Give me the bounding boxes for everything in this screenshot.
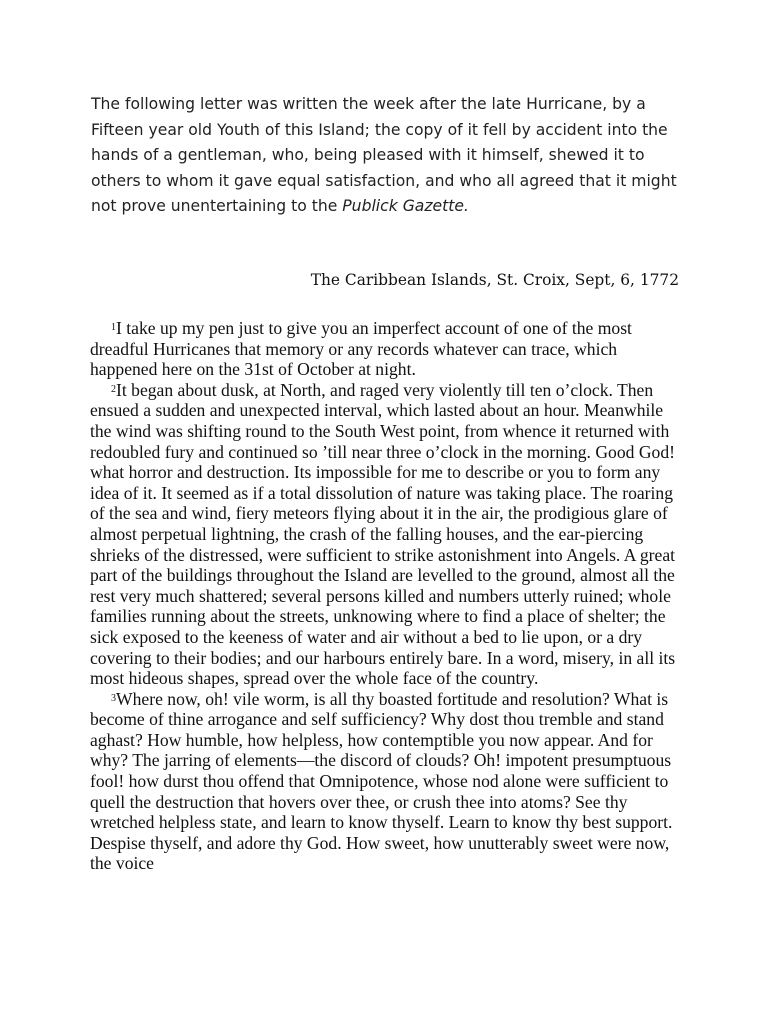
letter-body [90,318,686,874]
paragraph-text: It began about dusk, at North, and raged very violently till ten o’clock. Then ensued a sudden and unexpected interval, which lasted about an hour. Meanwhile the wind was shifting round to the South West point, from whence it returned with redoubled fury and continued so ’till near three o’clock in the morning. Good God! what horror and destruction. Its impossible for me to describe or you to form any idea of it. It seemed as if a total dissolution of nature was taking place. The roaring of the sea and wind, fiery meteors flying about it in the air, the prodigious glare of almost perpetual lightning, the crash of the falling houses, and the ear-piercing shrieks of the distressed, were sufficient to strike astonishment into Angels. A great part of the buildings throughout the Island are levelled to the ground, almost all the rest very much shattered; several persons killed and numbers utterly ruined; whole families running about the streets, unknowing where to find a place of shelter; the sick exposed to the keeness of water and air without a bed to lie upon, or a dry covering to their bodies; and our harbours entirely bare. In a word, misery, in all its most hideous shapes, spread over the whole face of the country. [90,379,676,689]
paragraph-number: 1 [111,322,116,333]
editor-introduction [91,92,691,220]
paragraph-text: I take up my pen just to give you an imperfect account of one of the most dreadful Hurricanes that memory or any records whatever can trace, which happened here on the 31st of October at night. [90,318,632,380]
introduction-text: The following letter was written the week after the late Hurricane, by a Fifteen year old Youth of this Island; the copy of it fell by accident into the hands of a gentleman, who, being pleased with it himself, shewed it to others to whom it gave equal satisfaction, and who all agreed that it might not prove unentertaining to the [91,95,677,216]
paragraph-number: 2 [111,383,116,395]
letter-dateline: The Caribbean Islands, St. Croix, Sept, 6, 1772 [310,271,679,289]
paragraph-number: 3 [111,692,116,704]
letter-paragraph [90,689,686,874]
letter-paragraph [90,380,686,689]
paragraph-text: Where now, oh! vile worm, is all thy boasted fortitude and resolution? What is become of thine arrogance and self sufficiency? Why dost thou tremble and stand aghast? How humble, how helpless, how contemptible you now appear. And for why? The jarring of elements—the discord of clouds? Oh! impotent presumptuous fool! how durst thou offend that Omnipotence, whose nod alone were sufficient to quell the destruction that hovers over thee, or crush thee into atoms? See thy wretched helpless state, and learn to know thyself. Learn to know thy best support. Despise thyself, and adore thy God. How sweet, how unutterably sweet were now, the voice [90,688,673,874]
letter-paragraph [90,318,686,380]
publication-name: Publick Gazette. [342,197,469,216]
